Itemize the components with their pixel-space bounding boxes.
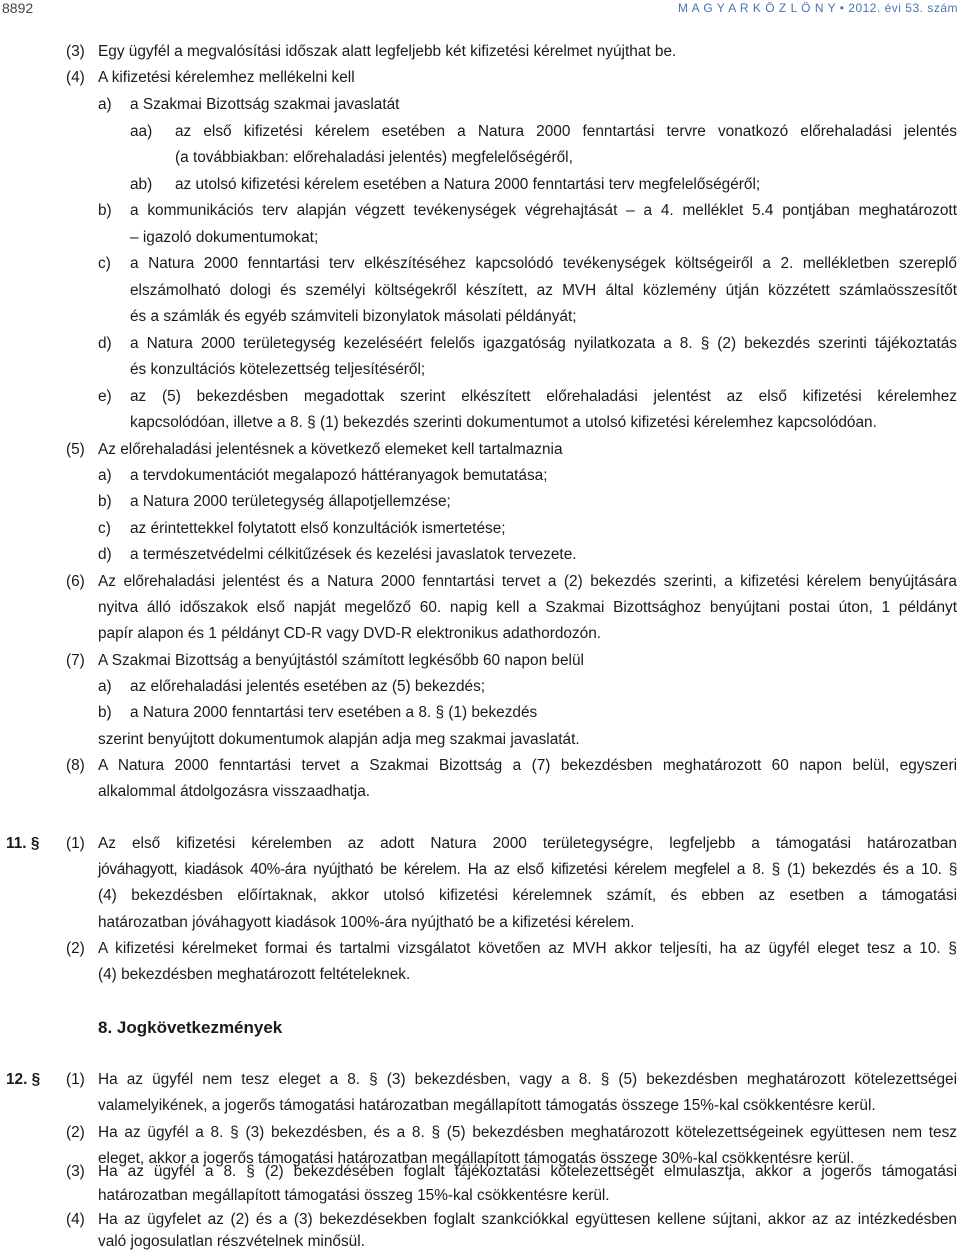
paragraph-text: nyitva álló időszakok első napját megelőző 60. napig kell a Szakmai Bizottsághoz benyújtani postai úton, 1 példányt [98, 599, 957, 616]
point-text: elszámolható dologi és személyi költségekről készített, az MVH által közlemény útján közzétett számlaösszesítőt [130, 282, 957, 299]
paragraph-text: Ha az ügyfél a 8. § (3) bekezdésben, és a 8. § (5) bekezdésben meghatározott kötelezettségeinek együttesen nem tesz [98, 1124, 957, 1141]
paragraph-text: való jogosulatlan részvételnek minősül. [98, 1233, 365, 1250]
paragraph-text: (4) bekezdésben előírtaknak, akkor utolsó kifizetési kérelemnek számít, és ebben az esetben a támogatási [98, 887, 957, 904]
point-text: a Natura 2000 területegység állapotjellemzése; [130, 493, 451, 510]
section-label: 11. § [6, 835, 40, 852]
point-label: e) [98, 388, 112, 405]
paragraph-text: Egy ügyfél a megvalósítási időszak alatt legfeljebb két kifizetési kérelmet nyújthat be. [98, 43, 677, 60]
point-text: az előrehaladási jelentés esetében az (5) bekezdés; [130, 678, 486, 695]
paragraph-text: A kifizetési kérelmeket formai és tartalmi vizsgálatot követően az MVH akkor teljesíti, ha az ügyfél eleget tesz a 10. § [98, 940, 957, 957]
paragraph-number: (8) [66, 757, 85, 774]
subpoint-text: az utolsó kifizetési kérelem esetében a Natura 2000 fenntartási terv megfelelőségéről; [175, 176, 761, 193]
point-label: b) [98, 202, 112, 219]
paragraph-text: Ha az ügyfél a 8. § (2) bekezdésében foglalt tájékoztatási kötelezettségét elmulasztja, akkor a jogerős támogatási [98, 1163, 957, 1180]
paragraph-number: (5) [66, 441, 85, 458]
paragraph-number: (3) [66, 1163, 85, 1180]
paragraph-text: jóváhagyott, kiadások 40%-ára nyújtható be kérelem. Ha az első kifizetési kérelem megfelel a 8. § (1) bekezdés és a 10. § [98, 861, 957, 878]
point-label: b) [98, 493, 112, 510]
paragraph-number: (7) [66, 652, 85, 669]
subpoint-label: ab) [130, 176, 153, 193]
point-text: a Natura 2000 fenntartási terv elkészítéséhez kapcsolódó tevékenységek költségeiről a 2. mellékletben szereplő [130, 255, 957, 272]
point-text: és konzultációs kötelezettség teljesítéséről; [130, 361, 426, 378]
point-text: és a számlák és egyéb számviteli bizonylatok másolati példányát; [130, 308, 577, 325]
point-text: az (5) bekezdésben megadottak szerint elkészített előrehaladási jelentést az első kifizetési kérelemhez [130, 388, 957, 405]
paragraph-number: (2) [66, 940, 85, 957]
point-text: a természetvédelmi célkitűzések és kezelési javaslatok tervezete. [130, 546, 577, 563]
section-label: 12. § [6, 1071, 41, 1088]
paragraph-text: A Szakmai Bizottság a benyújtástól számított legkésőbb 60 napon belül [98, 652, 584, 669]
paragraph-number: (4) [66, 69, 85, 86]
paragraph-text: Ha az ügyfelet az (2) és a (3) bekezdésekben foglalt szankciókkal együttesen kellene sújtani, akkor az az intézkedésben [98, 1211, 957, 1228]
paragraph-text: Az előrehaladási jelentésnek a következő elemeket kell tartalmaznia [98, 441, 563, 458]
paragraph-text: határozatban megállapított támogatási összeg 15%-kal csökkentésre kerül. [98, 1187, 610, 1204]
paragraph-text: Ha az ügyfél nem tesz eleget a 8. § (3) bekezdésben, vagy a 8. § (5) bekezdésben meghatározott kötelezettségei [98, 1071, 957, 1088]
point-label: a) [98, 467, 112, 484]
point-text: a Natura 2000 fenntartási terv esetében a 8. § (1) bekezdés [130, 704, 538, 721]
paragraph-text: (4) bekezdésben meghatározott feltételeknek. [98, 966, 411, 983]
point-text: a kommunikációs terv alapján végzett tevékenységek végrehajtását – a 4. melléklet 5.4 pontjában meghatározott [130, 202, 957, 219]
paragraph-number: (1) [66, 1071, 85, 1088]
section-heading: 8. Jogkövetkezmények [98, 1018, 283, 1037]
subpoint-label: aa) [130, 123, 153, 140]
point-text: – igazoló dokumentumokat; [130, 229, 319, 246]
point-label: d) [98, 546, 112, 563]
point-label: a) [98, 96, 112, 113]
paragraph-text: eleget, akkor a jogerős támogatási határozatban megállapított támogatás összege 30%-kal csökkentésre kerül. [98, 1150, 855, 1167]
paragraph-number: (2) [66, 1124, 85, 1141]
paragraph-text: határozatban jóváhagyott kiadások 100%-ára nyújtható be a kifizetési kérelem. [98, 914, 635, 931]
paragraph-text: alkalommal átdolgozásra visszaadhatja. [98, 783, 371, 800]
paragraph-text: A Natura 2000 fenntartási tervet a Szakmai Bizottság a (7) bekezdésben meghatározott 60 napon belül, egyszeri [98, 757, 957, 774]
paragraph-text: valamelyikének, a jogerős támogatási határozatban megállapított támogatás összege 15%-kal csökkentésre kerül. [98, 1097, 876, 1114]
paragraph-text: szerint benyújtott dokumentumok alapján adja meg szakmai javaslatát. [98, 731, 580, 748]
point-text: az érintettekkel folytatott első konzultációk ismertetése; [130, 520, 506, 537]
subpoint-text: (a továbbiakban: előrehaladási jelentés) megfelelőségéről, [175, 149, 573, 166]
point-text: a Natura 2000 területegység kezeléséért felelős igazgatóság nyilatkozata a 8. § (2) bekezdés szerinti tájékoztatás [130, 335, 957, 352]
page-number: 8892 [2, 0, 34, 16]
point-label: c) [98, 520, 111, 537]
paragraph-number: (1) [66, 835, 85, 852]
point-label: b) [98, 704, 112, 721]
paragraph-text: Az előrehaladási jelentést és a Natura 2000 fenntartási tervet a (2) bekezdés szerinti, a kifizetési kérelem benyújtására [98, 573, 957, 590]
page-header [0, 0, 960, 20]
point-text: a tervdokumentációt megalapozó háttéranyagok bemutatása; [130, 467, 548, 484]
paragraph-number: (6) [66, 573, 85, 590]
paragraph-text: A kifizetési kérelemhez mellékelni kell [98, 69, 355, 86]
point-text: kapcsolódóan, illetve a 8. § (1) bekezdés szerinti dokumentumot a utolsó kifizetési kérelemhez kapcsolódóan. [130, 414, 877, 431]
point-text: a Szakmai Bizottság szakmai javaslatát [130, 96, 400, 113]
point-label: a) [98, 678, 112, 695]
point-label: c) [98, 255, 111, 272]
subpoint-text: az első kifizetési kérelem esetében a Natura 2000 fenntartási tervre vonatkozó előrehaladási jelentés [175, 123, 957, 140]
paragraph-text: papír alapon és 1 példányt CD-R vagy DVD-R elektronikus adathordozón. [98, 625, 602, 642]
paragraph-number: (4) [66, 1211, 85, 1228]
point-label: d) [98, 335, 112, 352]
paragraph-number: (3) [66, 43, 85, 60]
paragraph-text: Az első kifizetési kérelemben az adott Natura 2000 területegységre, legfeljebb a támogatási határozatban [98, 835, 957, 852]
journal-title: M A G Y A R K Ö Z L Ö N Y • 2012. évi 53. szám [678, 1, 958, 15]
